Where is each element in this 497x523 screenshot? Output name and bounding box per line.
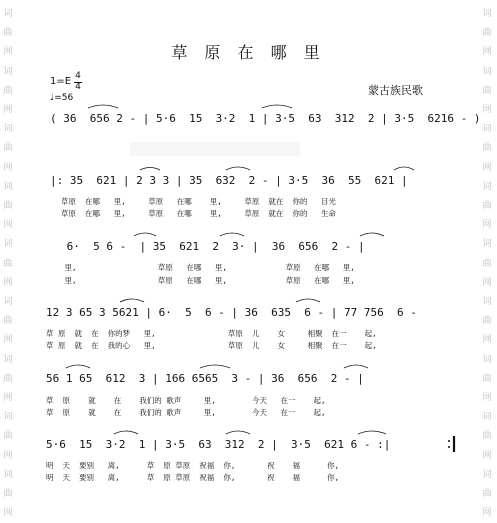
notation-row-5: 5·6 15 3·2 1 | 3·5 63 312 2 | 3·5 621 6 - :| [46, 438, 391, 451]
slur-arc [394, 167, 414, 170]
watermark-char: 词 [3, 66, 13, 77]
watermark-char: 词 [482, 66, 492, 77]
watermark-char: 词 [482, 9, 492, 19]
watermark-char: 曲 [482, 201, 492, 211]
watermark-char: 网 [482, 47, 492, 58]
time-signature-bottom: 4 [75, 82, 81, 92]
notation-row-3: 12 3 65 3 5621 | 6· 5 6 - | 36 635 6 - | 77 756 6 - [46, 306, 417, 319]
watermark-char: 网 [3, 393, 13, 403]
watermark-char: 曲 [482, 28, 492, 39]
watermark-char: 词 [482, 354, 492, 365]
watermark-char: 曲 [482, 489, 492, 499]
watermark-char: 曲 [3, 316, 13, 327]
watermark-right [482, 0, 494, 523]
watermark-char: 网 [482, 105, 492, 115]
lyrics-row-5-verse-1: 明 天 要别 离, 草 原 草原 祝福 你, 祝 福 你, [46, 461, 340, 470]
watermark-char: 曲 [482, 143, 492, 154]
lyrics-row-4-verse-1: 草 原 就 在 我们的 歌声 里, 今天 在一 起, [46, 396, 326, 405]
watermark-char: 词 [482, 181, 492, 192]
watermark-char: 网 [482, 393, 492, 403]
watermark-char: 网 [482, 450, 492, 461]
watermark-char: 网 [3, 335, 13, 346]
watermark-char: 网 [482, 508, 492, 519]
watermark-char: 网 [3, 47, 13, 58]
watermark-char: 词 [3, 412, 13, 423]
faded-background-text [130, 142, 300, 156]
watermark-char: 曲 [3, 143, 13, 154]
watermark-char: 网 [3, 162, 13, 173]
watermark-char: 词 [482, 239, 492, 250]
watermark-char: 网 [3, 450, 13, 461]
slur-arc [134, 233, 156, 236]
watermark-char: 词 [3, 297, 13, 307]
watermark-char: 曲 [482, 258, 492, 269]
repeat-dot [448, 440, 450, 442]
watermark-char: 曲 [482, 85, 492, 96]
key-signature: 1=E [50, 76, 72, 87]
watermark-char: 曲 [482, 431, 492, 442]
watermark-char: 词 [3, 354, 13, 365]
watermark-char: 曲 [3, 373, 13, 384]
lyrics-row-3-verse-2: 草 原 就 在 我的心 里, 草原 儿 女 相聚 在一 起, [46, 341, 377, 350]
watermark-char: 词 [482, 297, 492, 307]
watermark-char: 网 [482, 277, 492, 288]
slur-arc [120, 299, 144, 302]
lyrics-row-2-verse-1: 里, 草原 在哪 里, 草原 在哪 里, [60, 263, 355, 272]
watermark-char: 网 [482, 162, 492, 173]
watermark-char: 曲 [482, 373, 492, 384]
watermark-char: 曲 [3, 489, 13, 499]
watermark-char: 曲 [3, 258, 13, 269]
slur-arc [358, 431, 386, 434]
watermark-char: 词 [3, 239, 13, 250]
watermark-char: 词 [3, 181, 13, 192]
notation-row-1: |: 35 621 | 2 3 3 | 35 632 2 - | 3·5 36 55 621 | [50, 174, 408, 187]
slur-arc [66, 365, 90, 368]
lyrics-row-1-verse-1: 草原 在哪 里, 草原 在哪 里, 草原 就在 你的 目光 [52, 197, 337, 206]
slur-arc [262, 105, 292, 108]
notation-row-4: 56 1 65 612 3 | 166 6565 3 - | 36 656 2 - | [46, 372, 364, 385]
lyrics-row-1-verse-2: 草原 在哪 里, 草原 在哪 里, 草原 就在 你的 生命 [52, 209, 337, 218]
song-title: 草 原 在 哪 里 [171, 43, 326, 62]
composer-credit: 蒙古族民歌 [368, 84, 423, 97]
slur-arc [220, 233, 244, 236]
slur-arc [344, 365, 368, 368]
slur-arc [296, 299, 320, 302]
watermark-char: 网 [3, 220, 13, 231]
watermark-char: 词 [3, 9, 13, 19]
notation-row-2: 6· 5 6 - | 35 621 2 3· | 36 656 2 - | [60, 240, 365, 253]
lyrics-row-3-verse-1: 草 原 就 在 你的梦 里, 草原 儿 女 相聚 在一 起, [46, 329, 377, 338]
watermark-char: 曲 [3, 28, 13, 39]
time-signature-top: 4 [75, 71, 81, 81]
tempo-mark: ♩=56 [50, 93, 74, 103]
slur-arc [226, 431, 250, 434]
lyrics-row-4-verse-2: 草 原 就 在 我们的 歌声 里, 今天 在一 起, [46, 408, 326, 417]
watermark-char: 词 [3, 469, 13, 480]
watermark-char: 曲 [482, 316, 492, 327]
watermark-char: 词 [482, 412, 492, 423]
watermark-char: 网 [482, 335, 492, 346]
slur-arc [226, 167, 250, 170]
repeat-dot [448, 446, 450, 448]
watermark-char: 曲 [3, 85, 13, 96]
slur-arc [140, 168, 160, 171]
watermark-char: 词 [482, 124, 492, 135]
watermark-char: 曲 [3, 431, 13, 442]
watermark-char: 词 [482, 469, 492, 480]
watermark-char: 网 [3, 508, 13, 519]
lyrics-row-5-verse-2: 明 天 要别 离, 草 原 草原 祝福 你, 祝 福 你, [46, 473, 340, 482]
lyrics-row-2-verse-2: 里, 草原 在哪 里, 草原 在哪 里, [60, 276, 355, 285]
slur-arc [114, 431, 138, 434]
slur-arc [200, 365, 230, 368]
watermark-char: 网 [3, 105, 13, 115]
watermark-char: 网 [3, 277, 13, 288]
slur-arc [88, 105, 118, 108]
intro-line: ( 36 656 2 - | 5·6 15 3·2 1 | 3·5 63 312 2 | 3·5 6216 - ) [50, 112, 481, 125]
watermark-char: 曲 [3, 201, 13, 211]
slur-arc [360, 233, 384, 236]
watermark-char: 词 [3, 124, 13, 135]
watermark-left [3, 0, 15, 523]
watermark-char: 网 [482, 220, 492, 231]
